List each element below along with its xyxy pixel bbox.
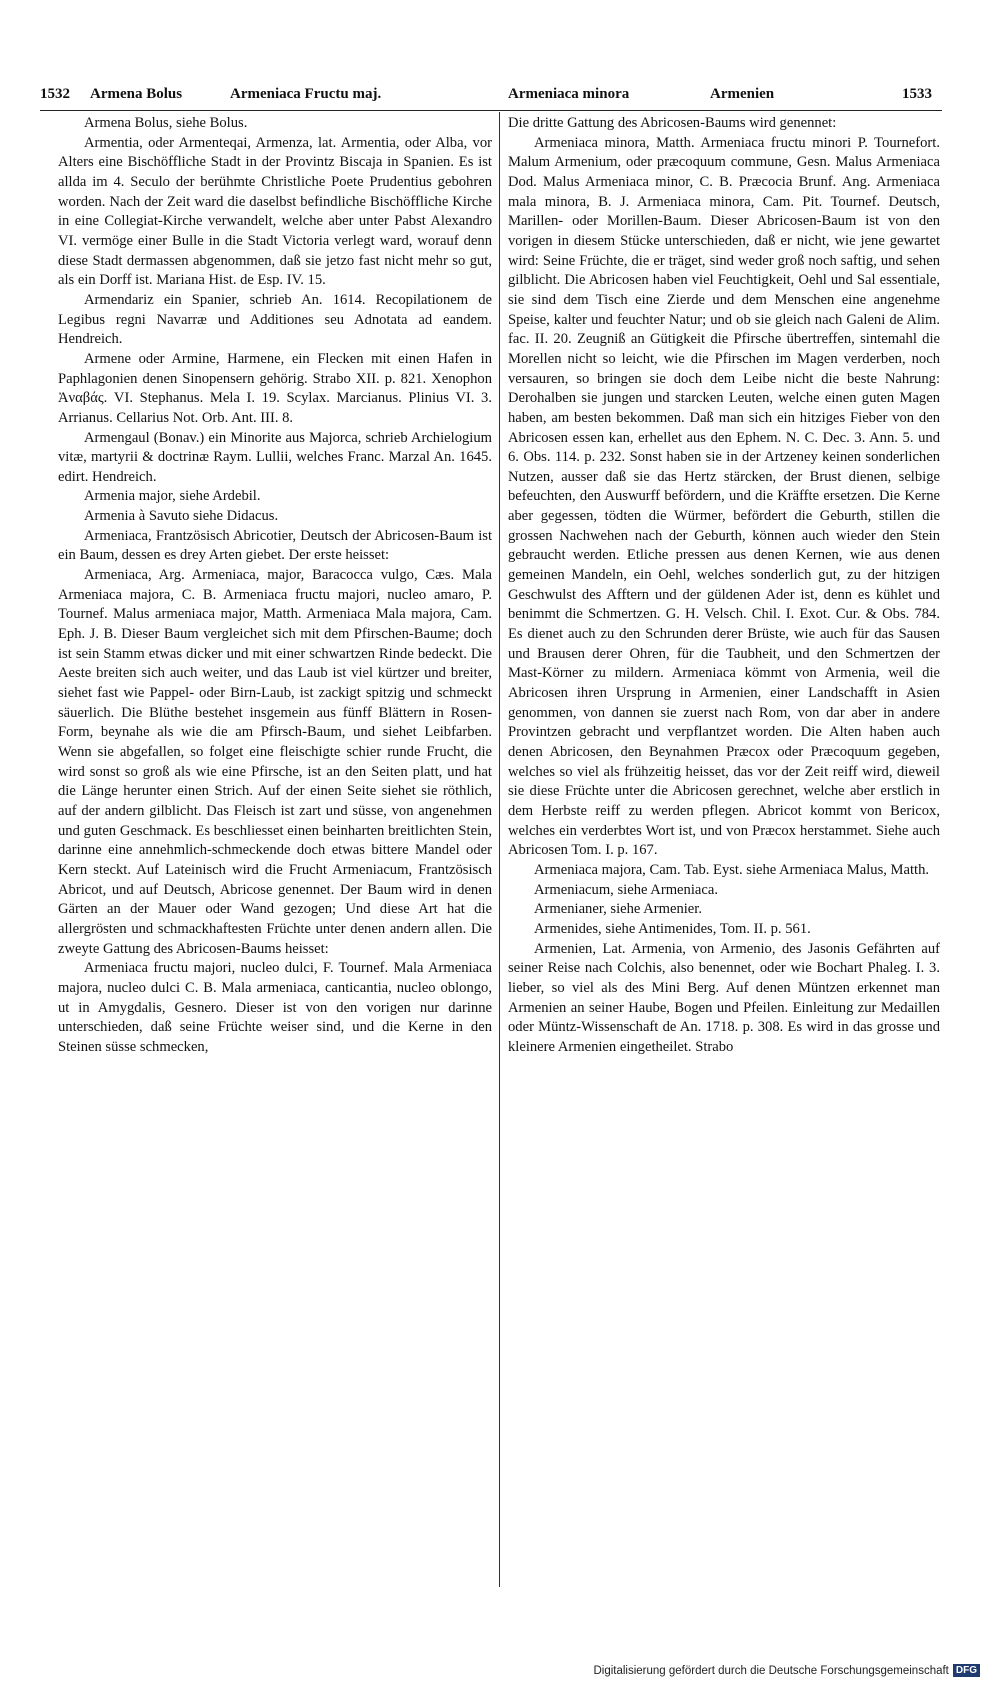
right-page-number: 1533 [902, 86, 932, 102]
credit-text: Digitalisierung gefördert durch die Deutsche Forschungsgemeinschaft [593, 1665, 949, 1677]
right-column [508, 114, 940, 1058]
entry-paragraph: Armenien, Lat. Armenia, von Armenio, des Jasonis Gefährten auf seiner Reise nach Colchis, also benennet, oder wie Bochart Phaleg. I. 3. lieber, so viel als des Mini Berg. Auf denen Müntzen erkennet man Armenien an seiner Haube, Bogen und Pfeilen. Einleitung zur Medaillen oder Müntz-Wissenschaft de An. 1718. p. 308. Es wird in das grosse und kleinere Armenien eingetheilet. Strabo [508, 940, 940, 1055]
right-catchword-first: Armeniaca minora [508, 86, 630, 102]
header-rule [40, 110, 942, 111]
running-header [40, 82, 942, 108]
entry-paragraph: Armeniaca fructu majori, nucleo dulci, F. Tournef. Mala Armeniaca majora, nucleo dulci C. B. Mala armeniaca, canticantia, nucleo oblongo, ut in Amygdalis, Gesnero. Dieser ist von den vorigen nur darinne unterschieden, daß seine Früchte weiser sind, und die Kerne in den Steinen süsse schmecken, [58, 960, 492, 1055]
left-catchword-first: Armena Bolus [90, 86, 183, 102]
left-column [58, 114, 492, 1058]
right-catchword-last: Armenien [710, 86, 775, 102]
left-catchword-last: Armeniaca Fructu maj. [230, 86, 382, 102]
entry-paragraph: Armenianer, siehe Armenier. [534, 901, 702, 918]
entry-paragraph: Armenia major, siehe Ardebil. [84, 488, 261, 505]
entry-paragraph: Armeniaca, Arg. Armeniaca, major, Baracocca vulgo, Cæs. Mala Armeniaca majora, C. B. Armeniaca fructu majori, nucleo amaro, P. Tournef. Malus armeniaca major, Matth. Armeniaca Mala majora, Cam. Eph. J. B. Dieser Baum vergleichet sich mit dem Pfirschen-Baume; doch ist sein Stamm etwas dicker und mit einer schwartzen Rinde bedeckt. Die Aeste breiten sich auch weiter, und das Laub ist viel kürtzer und breiter, siehet fast wie Pappel- oder Birn-Laub, ist zackigt spitzig und schmeckt säuerlich. Die Blüthe bestehet insgemein aus fünff Blättern in Rosen-Form, beynahe als wie die am Pfirsch-Baum, und siehet Leibfarben. Wenn sie abgefallen, so folget eine fleischigte schier runde Frucht, die wird sonst so groß als wie eine Pfirsche, ist an den Seiten platt, und hat die Länge herunter einen Strich. Auf der einen Seite siehet sie röthlich, auf der andern gilblicht. Das Fleisch ist zart und süsse, von angenehmen und guten Geschmack. Es beschliesset einen beinharten breitlichten Stein, darinne eine annehmlich-schmeckende doch etwas bittere Mandel oder Kern steckt. Auf Lateinisch wird die Frucht Armeniacum, Frantzösisch Abricot, und auf Deutsch, Abricose genennet. Der Baum wird in denen Gärten an der Mauer oder Wand gezogen; Und diese Art hat die allergrösten und schmackhaftesten Früchte unter denen andern allen. Die zweyte Gattung des Abricosen-Baums heisset: [58, 567, 492, 957]
entry-paragraph: Armeniacum, siehe Armeniaca. [534, 881, 718, 898]
entry-paragraph: Armena Bolus, siehe Bolus. [84, 115, 248, 131]
entry-paragraph: Armeniaca, Frantzösisch Abricotier, Deutsch der Abricosen-Baum ist ein Baum, dessen es drey Arten giebet. Der erste heisset: [58, 527, 492, 564]
digitization-credit [470, 1664, 980, 1682]
entry-paragraph: Armenia à Savuto siehe Didacus. [84, 508, 279, 525]
entry-paragraph: Armene oder Armine, Harmene, ein Flecken mit einen Hafen in Paphlagonien denen Sinopensern gehörig. Strabo XII. p. 821. Xenophon Ἀναβάς. VI. Stephanus. Mela I. 19. Scylax. Marcianus. Plinius VI. 3. Arrianus. Cellarius Not. Orb. Ant. III. 8. [58, 350, 492, 426]
entry-paragraph: Die dritte Gattung des Abricosen-Baums wird genennet: [508, 115, 837, 131]
entry-paragraph: Armengaul (Bonav.) ein Minorite aus Majorca, schrieb Archielogium vitæ, martyrii & doctrinæ Raym. Lullii, welches Franc. Marzal An. 1645. edirt. Hendreich. [58, 429, 492, 485]
left-page-number: 1532 [40, 86, 70, 102]
entry-paragraph: Armendariz ein Spanier, schrieb An. 1614. Recopilationem de Legibus regni Navarræ und Additiones seu Adnotata ad eandem. Hendreich. [58, 291, 492, 348]
entry-paragraph: Armenides, siehe Antimenides, Tom. II. p. 561. [534, 920, 811, 937]
dfg-logo: DFG [953, 1664, 980, 1677]
entry-paragraph: Armentia, oder Armenteqai, Armenza, lat. Armentia, oder Alba, vor Alters eine Bischöffliche Stadt in der Provintz Biscaja in Spanien. Es ist allda im 4. Seculo der berühmte Christliche Poete Prudentius gebohren worden. Nach der Zeit ward die daselbst befindliche Bischöffliche Kirche in eine Collegiat-Kirche verwandelt, welche aber unter Pabst Alexandro VI. vermöge einer Bulle in die Stadt Victoria verlegt ward, worauf denn diese Stadt dermassen abgenommen, daß sie jetzo fast nicht mehr so gut, als ein Dorff ist. Mariana Hist. de Esp. IV. 15. [58, 134, 492, 289]
entry-paragraph: Armeniaca majora, Cam. Tab. Eyst. siehe Armeniaca Malus, Matth. [534, 861, 930, 878]
entry-paragraph: Armeniaca minora, Matth. Armeniaca fructu minori P. Tournefort. Malum Armenium, oder præcoquum commune, Gesn. Malus Armeniaca Dod. Malus Armeniaca minor, C. B. Præcocia Brunf. Ang. Armeniaca mala minora, B. J. Armeniaca minora, Cam. Pit. Tournef. Deutsch, Marillen- oder Morillen-Baum. Dieser Abricosen-Baum ist von den vorigen in diesem Stücke unterschieden, daß er nicht, wie jene gewartet wird: Seine Früchte, die er träget, sind weder groß noch saftig, und sehen gilblicht. Die Abricosen haben viel Feuchtigkeit, Oehl und Sal essentiale, sie sind dem Tisch eine Zierde und dem Menschen eine angenehme Speise, kalter und feuchter Natur; und ob sie gleich nach Galeni de Alim. fac. II. 20. Zeugniß an Gütigkeit die Pfirsche übertreffen, sintemahl die Morellen nicht so leicht, wie die Pfirschen im Magen verderben, noch versauren, so bringen sie doch dem Leibe nicht die beste Nahrung: Derohalben sie jungen und starcken Leuten, welche einen guten Magen haben, am besten bekommen. Daß man sich ein hitziges Fieber von den Abricosen essen kan, erhellet aus den Ephem. N. C. Dec. 3. Ann. 5. und 6. Obs. 114. p. 232. Sonst haben sie in der Artzeney keinen sonderlichen Nutzen, ausser daß sie das Hertz stärcken, der Brust dienen, selbige befeuchten, den Auswurff befördern, und die Kräffte ersetzen. Die Kerne aber gegessen, tödten die Würmer, befördert die Geburth, stillen die grossen Nachwehen nach der Geburth, können auch wieder den Stein gebraucht werden. Etliche pressen aus denen Kernen, wie aus denen gemeinen Mandeln, ein Oehl, welches sonderlich gut, zu der hitzigen Geschwulst des Afftern und der güldenen Ader ist, denn es kühlet und benimmt die Schmertzen. G. H. Velsch. Chil. I. Exot. Cur. & Obs. 784. Es dienet auch zu den Schrunden derer Brüste, wie auch für das Sausen und Brausen derer Ohren, für die Taubheit, und den Schmertzen der Mast-Körner zu mildern. Armeniaca kömmt von Armenia, weil die Abricosen ihren Ursprung in Armenien, einer Landschafft in Asien genommen, von dannen sie zuerst nach Rom, von dar aber in andere Provintzen gebracht und verpflantzet worden. Die Alten haben auch denen Abricosen, den Beynahmen Præcox oder Præcoquum gegeben, welches so viel als frühzeitig heisset, das vor der Zeit reiff wird, dieweil sie diese Früchte unter die Abricosen gerechnet, welche aber erstlich in dem Herbste reiff zu werden pflegen. Abricot kommt von Bericox, welches ein verderbtes Wort ist, und von Præcox herstammet. Siehe auch Abricosen Tom. I. p. 167. [508, 134, 940, 859]
column-divider [499, 112, 500, 1587]
